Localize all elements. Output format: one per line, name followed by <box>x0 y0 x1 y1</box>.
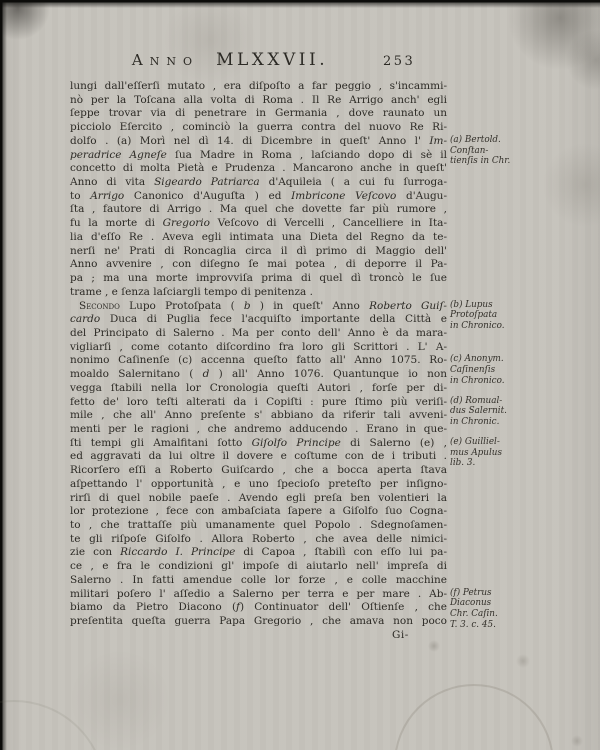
text-line: preſentita queſta guerra Papa Gregorio , che amava non poco <box>70 615 447 628</box>
margin-note-b: (b) Lupus Protoſpata in Chronico. <box>450 299 505 332</box>
text-line: concetto di molta Pietà e Prudenza . Mancarono anche in queſt' <box>70 162 447 175</box>
text-line: moaldo Salernitano ( d ) all' Anno 1076. Quantunque io non <box>70 368 447 381</box>
header-anno-word: Anno <box>131 51 199 69</box>
text-line: vigliarſi , come cotanto diſcordino fra loro gli Scrittori . L' A- <box>70 340 447 353</box>
text-line: Salerno . In fatti amendue colle lor forze , e colle macchine <box>70 573 447 586</box>
catchword: Gi- <box>392 629 409 641</box>
text-line: ed aggravati da lui oltre il dovere e coſtume con de i tributi . <box>70 450 447 463</box>
text-line: Anno di vita Sigeardo Patriarca d'Aquileia ( a cui fu ſurroga- <box>70 176 447 189</box>
text-line: to , che trattaſſe più umanamente quel Popolo . Sdegnoſamen- <box>70 519 447 531</box>
text-line: ce , e fra le condizioni gl' impoſe di aiutarlo nell' impreſa di <box>70 560 447 573</box>
margin-note-a: (a) Bertold. Conſtan- tienſis in Chr. <box>450 134 511 167</box>
text-line: fetto de' loro teſti alterati da i Copiſti : pure ſtimo più veriſi- <box>70 395 447 408</box>
margin-note-e: (e) Guilliel- mus Apulus lib. 3. <box>450 436 502 469</box>
page-edge-shadow-left <box>0 0 7 750</box>
text-line: ſta , fautore di Arrigo . Ma quel che dovette far più rumore , <box>70 203 447 216</box>
text-line: picciolo Eſercito , cominciò la guerra contra del nuovo Re Ri- <box>70 121 447 134</box>
header-year-numeral: MLXXVII. <box>216 50 329 70</box>
text-line: fu la morte di Gregorio Veſcovo di Vercelli , Cancelliere in Ita- <box>70 217 447 230</box>
running-header <box>70 50 390 72</box>
text-line: rirſi di quel nobile paeſe . Avendo egli preſa ben volentieri la <box>70 491 447 504</box>
text-line: te gli riſpoſe Giſolfo . Allora Roberto , che avea delle nimici- <box>70 532 447 545</box>
text-line: militari poſero l' aſſedio a Salerno per terra e per mare . Ab- <box>70 587 447 600</box>
text-line: zie con Riccardo I. Principe di Capoa , ſtabilì con eſſo lui pa- <box>70 546 447 559</box>
ring-stain-bottom-right <box>394 684 554 750</box>
page-number: 253 <box>383 54 416 69</box>
text-line: lor protezione , fece con ambaſciata ſapere a Giſolfo ſuo Cogna- <box>70 505 447 518</box>
text-line: Ricorſero eſſi a Roberto Guiſcardo , che a bocca aperta ſtava <box>70 464 447 477</box>
text-line: pa ; ma una morte improvviſa prima di quel dì troncò le ſue <box>70 272 447 285</box>
text-line: biamo da Pietro Diacono (f) Continuator dell' Oſtienſe , che <box>70 601 447 614</box>
page-edge-shadow-top <box>0 0 600 8</box>
text-line: menti per le ragioni , che andremo adducendo . Erano in que- <box>70 422 447 435</box>
margin-note-d: (d) Romual- dus Salernit. in Chronic. <box>450 395 507 428</box>
text-line: vegga ſtabili nella lor Cronologia queſti Autori , forſe per di- <box>70 381 447 394</box>
text-line: dolfo . (a) Morì nel dì 14. di Dicembre in queſt' Anno l' Im- <box>70 134 447 147</box>
text-line: ſeppe trovar via di penetrare in Germania , dove raunato un <box>70 107 447 120</box>
text-line: Anno avvenire , con diſegno ſe mai potea , di deporre il Pa- <box>70 258 447 271</box>
text-line: nò per la Toſcana alla volta di Roma . Il Re Arrigo anch' egli <box>70 93 447 106</box>
text-line: mile , che all' Anno preſente s' abbiano da riferir tali avveni- <box>70 409 447 422</box>
text-line: aſpettando l' opportunità , e uno ſpecioſo preteſto per inſigno- <box>70 477 447 490</box>
text-line: nonimo Caſinenſe (c) accenna queſto fatto all' Anno 1075. Ro- <box>70 354 447 367</box>
text-line: lungi dall'eſſerſi mutato , era diſpoſto a far peggio , s'incammi- <box>70 80 447 92</box>
text-line: trame , e ſenza laſciargli tempo di penitenza . <box>70 285 313 298</box>
text-line: Secondo Lupo Protoſpata ( b ) in queſt' Anno Roberto Guiſ- <box>79 299 447 312</box>
text-line: nerſi ne' Prati di Roncaglia circa il dì primo di Maggio dell' <box>70 244 447 257</box>
margin-note-f: (f) Petrus Diaconus Chr. Caſin. T. 3. c. 45. <box>450 587 498 631</box>
body-text <box>70 80 447 629</box>
ring-stain-bottom-left <box>0 700 106 750</box>
text-line: del Principato di Salerno . Ma per conto dell' Anno è da mara- <box>70 326 447 339</box>
margin-note-c: (c) Anonym. Caſinenſis in Chronico. <box>450 354 505 386</box>
text-line: ſti tempi gli Amalfitani ſotto Giſolfo Principe di Salerno (e) , <box>70 436 447 449</box>
text-line: lia d'eſſo Re . Aveva egli intimata una Dieta del Regno da te- <box>70 230 447 243</box>
text-line: peradrice Agneſe ſua Madre in Roma , laſciando dopo di sè il <box>70 148 447 161</box>
text-line: cardo Duca di Puglia fece l'acquiſto importante della Città e <box>70 313 447 326</box>
text-line: to Arrigo Canonico d'Auguſta ) ed Imbricone Veſcovo d'Augu- <box>70 189 447 202</box>
